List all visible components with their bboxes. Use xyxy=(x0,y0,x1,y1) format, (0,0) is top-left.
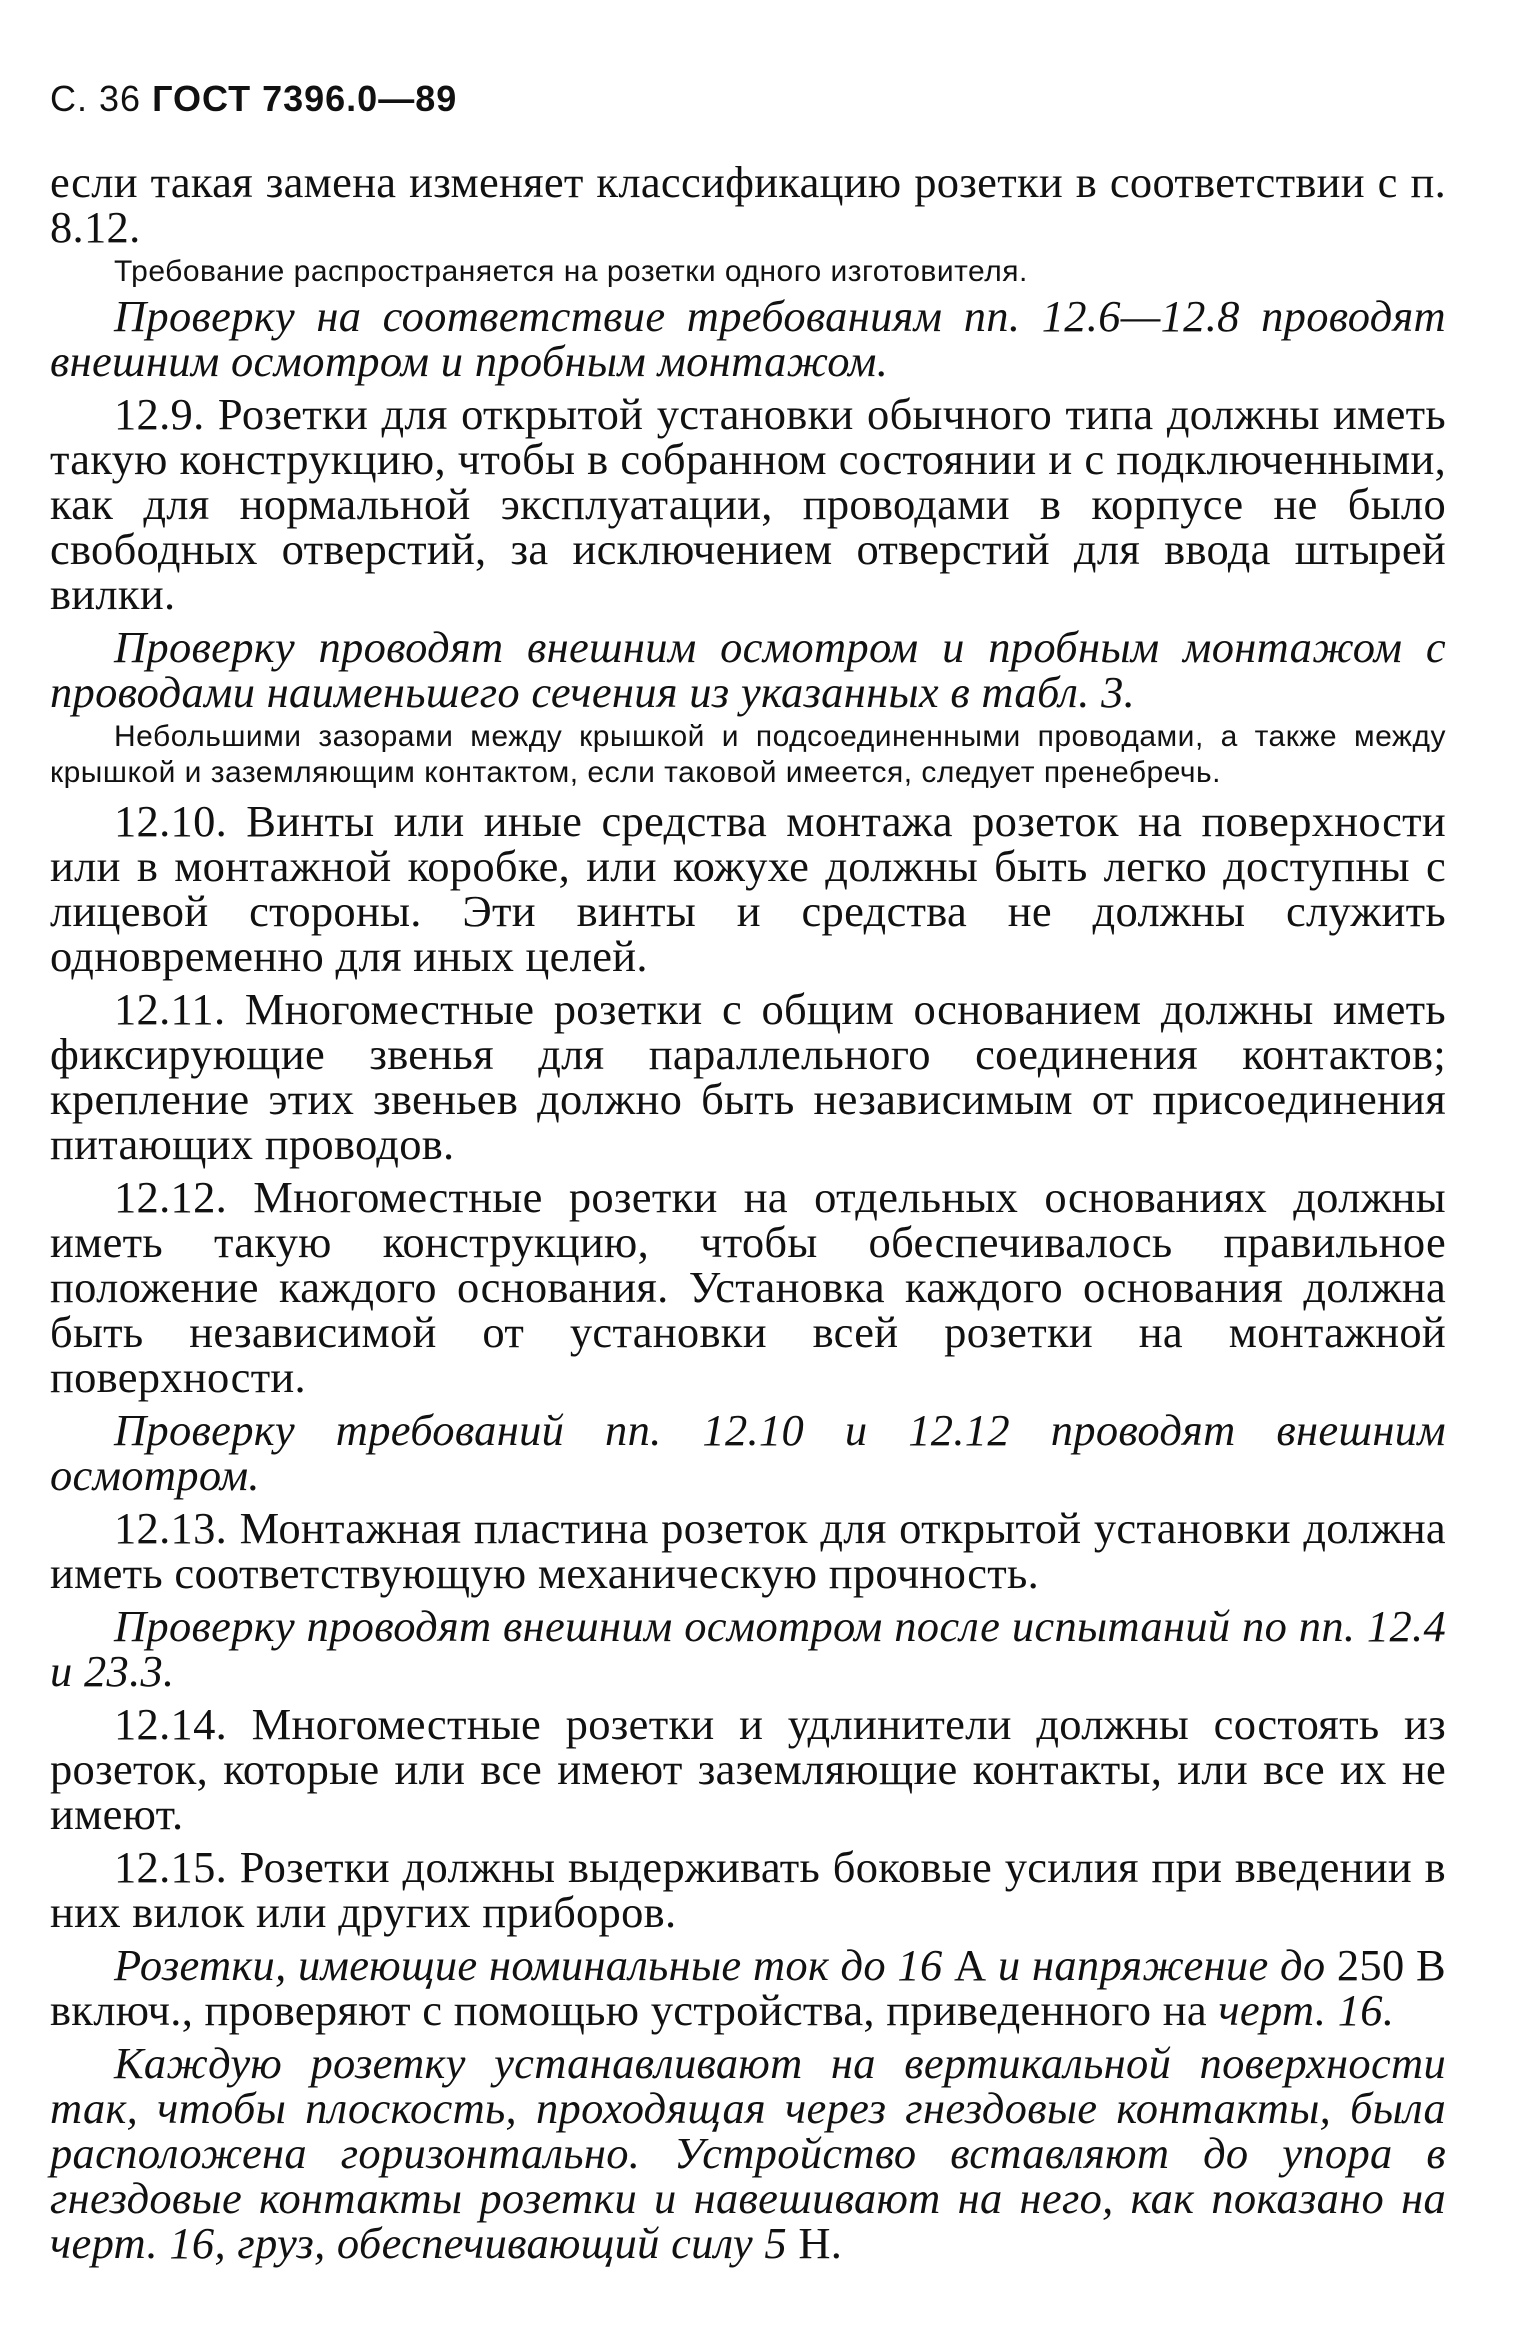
rating-unit-ampere: А xyxy=(954,1940,987,1990)
paragraph-continuation: если такая замена изменяет классификацию розетки в соответствии с п. 8.12. xyxy=(50,157,1446,252)
force-unit-newton: Н. xyxy=(798,2218,843,2268)
document-body xyxy=(50,157,1446,2268)
check-12-15-rating xyxy=(50,1940,1446,2035)
clause-12-9: 12.9. Розетки для открытой установки обычного типа должны иметь такую конструкцию, чтобы в собранном состоянии и с подключенными, как для нормальной эксплуатации, проводами в корпусе не было свободных отверстий, за исключением отверстий для ввода штырей вилки. xyxy=(50,389,1446,619)
clause-12-13: 12.13. Монтажная пластина розеток для открытой установки должна иметь соответствующую механическую прочность. xyxy=(50,1503,1446,1598)
rating-text-a: Розетки, имеющие номинальные ток до 16 xyxy=(114,1940,954,1990)
check-12-15-procedure xyxy=(50,2038,1446,2268)
procedure-text: Каждую розетку устанавливают на вертикальной поверхности так, чтобы плоскость, проходящая через гнездовые контакты, была расположена горизонтально. Устройство вставляют до упора в гнездовые контакты розетки и навешивают на него, как показано на черт. 16, груз, обеспечивающий силу 5 xyxy=(50,2038,1446,2268)
clause-12-15: 12.15. Розетки должны выдерживать боковые усилия при введении в них вилок или других приборов. xyxy=(50,1842,1446,1937)
check-12-13: Проверку проводят внешним осмотром после испытаний по пп. 12.4 и 23.3. xyxy=(50,1601,1446,1696)
clause-12-11: 12.11. Многоместные розетки с общим основанием должны иметь фиксирующие звенья для параллельного соединения контактов; крепление этих звеньев должно быть независимым от присоединения питающих проводов. xyxy=(50,984,1446,1169)
drawing-reference: черт. 16. xyxy=(1218,1985,1395,2035)
note-gaps: Небольшими зазорами между крышкой и подсоединенными проводами, а также между крышкой и заземляющим контактом, если таковой имеется, следует пренебречь. xyxy=(50,720,1446,789)
rating-text-d: 250 В включ., проверяют с помощью устройства, приведенного на xyxy=(50,1940,1446,2035)
page-number: С. 36 xyxy=(50,78,142,119)
clause-12-12: 12.12. Многоместные розетки на отдельных основаниях должны иметь такую конструкцию, чтобы обеспечивалось правильное положение каждого основания. Установка каждого основания должна быть независимой от установки всей розетки на монтажной поверхности. xyxy=(50,1172,1446,1402)
clause-12-10: 12.10. Винты или иные средства монтажа розеток на поверхности или в монтажной коробке, или кожухе должны быть легко доступны с лицевой стороны. Эти винты и средства не должны служить одновременно для иных целей. xyxy=(50,796,1446,981)
check-12-9: Проверку проводят внешним осмотром и пробным монтажом с проводами наименьшего сечения из указанных в табл. 3. xyxy=(50,622,1446,717)
rating-text-c: и напряжение до xyxy=(986,1940,1337,1990)
note-manufacturer: Требование распространяется на розетки одного изготовителя. xyxy=(114,255,1028,288)
check-12-6-12-8: Проверку на соответствие требованиям пп. 12.6—12.8 проводят внешним осмотром и пробным монтажом. xyxy=(50,291,1446,386)
page-header xyxy=(50,78,457,120)
clause-12-14: 12.14. Многоместные розетки и удлинители должны состоять из розеток, которые или все имеют заземляющие контакты, или все их не имеют. xyxy=(50,1699,1446,1839)
standard-designation: ГОСТ 7396.0—89 xyxy=(152,78,458,119)
check-12-10-12-12: Проверку требований пп. 12.10 и 12.12 проводят внешним осмотром. xyxy=(50,1405,1446,1500)
